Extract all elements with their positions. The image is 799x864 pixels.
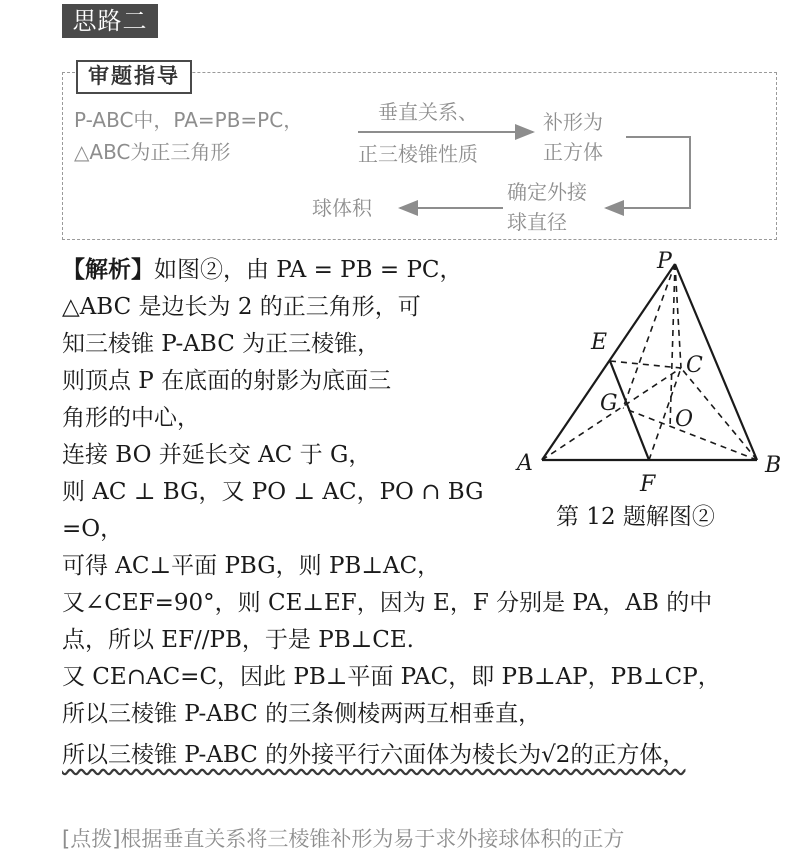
guide-box2-line1: 补形为 (543, 110, 603, 134)
guide-box2-line2: 正方体 (543, 140, 603, 164)
label-E: E (591, 330, 608, 355)
solution-line-9: 可得 AC⊥平面 PBG，则 PB⊥AC， (62, 553, 441, 579)
solution-line-10: 又∠CEF=90°，则 CE⊥EF，因为 E，F 分别是 PA，AB 的中 (62, 590, 713, 616)
tip-line: [点拨]根据垂直关系将三棱锥补形为易于求外接球体积的正方 (62, 827, 625, 851)
solution-line-12: 又 CE∩AC=C，因此 PB⊥平面 PAC，即 PB⊥AP，PB⊥CP， (62, 664, 721, 690)
solution-line-2: △ABC 是边长为 2 的正三角形，可 (62, 294, 421, 320)
label-G: G (600, 391, 618, 416)
guide-arrow1-bottom: 正三棱锥性质 (358, 142, 478, 166)
figure-caption: 第 12 题解图② (556, 504, 715, 530)
edge-PG (623, 264, 675, 408)
guide-box3-line2: 球直径 (507, 210, 567, 234)
label-P: P (657, 249, 672, 274)
section-tag: 思路二 (62, 4, 158, 38)
solution-line-1-text: 如图②，由 PA = PB = PC， (154, 257, 463, 283)
edge-PO (670, 264, 675, 428)
solution-line-5: 角形的中心， (62, 405, 200, 431)
label-C: C (686, 353, 703, 378)
solution-line-3: 知三棱锥 P-ABC 为正三棱锥， (62, 331, 381, 357)
solution-line-11: 点，所以 EF//PB，于是 PB⊥CE. (62, 627, 414, 653)
guide-condition-line2: △ABC为正三角形 (74, 140, 231, 164)
solution-line-4: 则顶点 P 在底面的射影为底面三 (62, 368, 392, 394)
solution-line-7: 则 AC ⊥ BG，又 PO ⊥ AC，PO ∩ BG (62, 479, 484, 505)
label-A: A (517, 451, 533, 476)
flow-arrow-loop (606, 137, 690, 208)
edge-EC (610, 361, 681, 368)
solution-line-8: =O， (62, 516, 124, 542)
guide-box3-line1: 确定外接 (507, 180, 587, 204)
solution-line-13: 所以三棱锥 P-ABC 的三条侧棱两两互相垂直， (62, 701, 542, 727)
guide-label: 审题指导 (76, 60, 192, 94)
guide-flow-arrows (0, 0, 799, 260)
solution-line-1 (62, 253, 463, 287)
edge-PA (542, 264, 675, 460)
label-F: F (640, 472, 656, 497)
edge-PC (675, 264, 681, 368)
solution-line-14: 所以三棱锥 P-ABC 的外接平行六面体为棱长为√2的正方体， (62, 742, 686, 768)
guide-result: 球体积 (312, 196, 372, 220)
solution-bracket-label: 【解析】 (62, 257, 154, 283)
solution-line-6: 连接 BO 并延长交 AC 于 G， (62, 442, 372, 468)
guide-arrow1-top: 垂直关系、 (378, 100, 478, 124)
pyramid-figure (505, 248, 790, 498)
label-O: O (675, 407, 694, 432)
label-B: B (765, 453, 782, 478)
guide-condition-line1: P-ABC中，PA=PB=PC， (74, 108, 304, 132)
